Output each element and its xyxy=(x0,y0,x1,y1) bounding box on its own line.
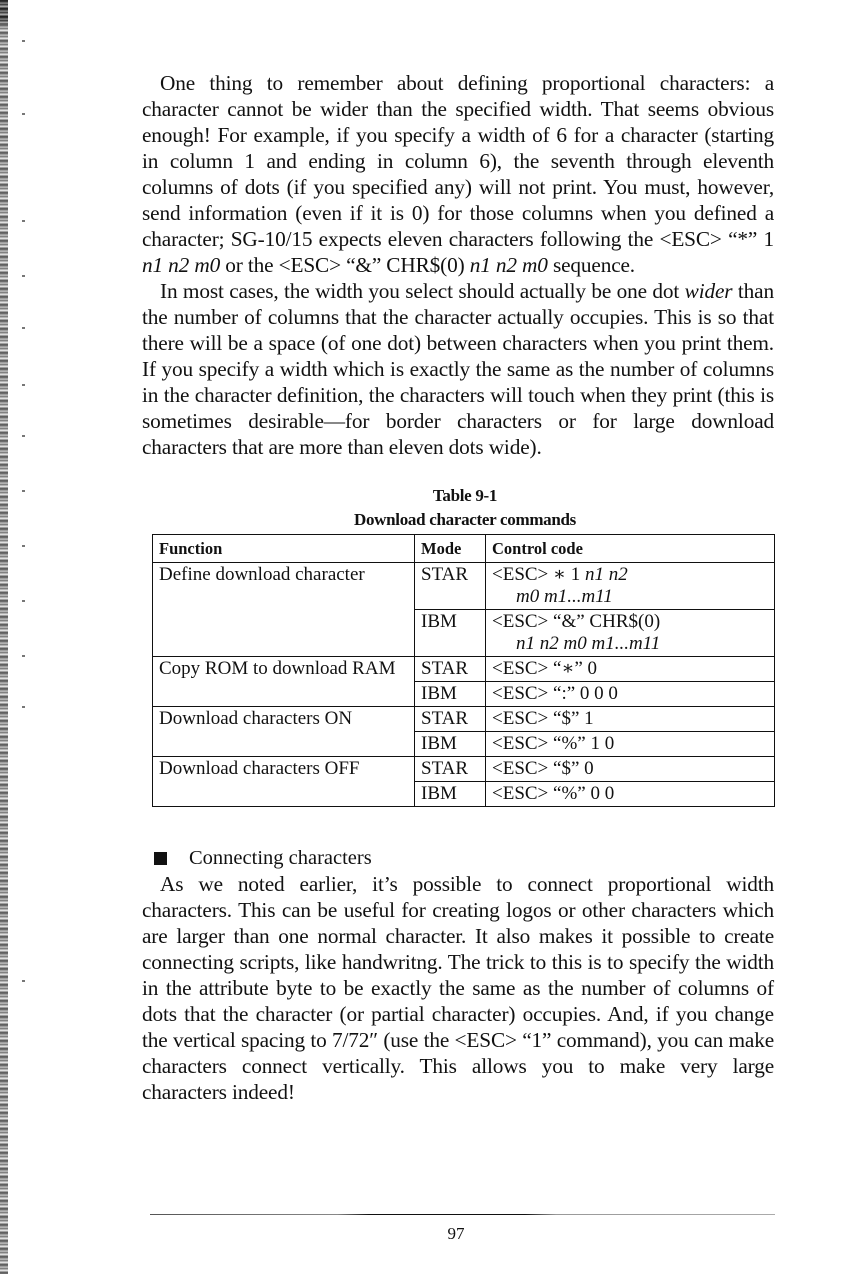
code-params: n1 n2 xyxy=(584,564,628,585)
scan-speck xyxy=(22,545,25,547)
scan-speck xyxy=(22,40,25,42)
scan-speck xyxy=(22,384,25,386)
control-code-cell: <ESC> “:” 0 0 0 xyxy=(486,682,775,707)
function-cell: Download characters OFF xyxy=(153,757,415,807)
code-text: <ESC> ∗ 1 xyxy=(492,564,585,585)
control-code-cell: <ESC> “$” 0 xyxy=(486,757,775,782)
table-caption xyxy=(142,484,774,532)
scan-speck xyxy=(22,600,25,602)
mode-cell: IBM xyxy=(415,732,486,757)
table-title: Download character commands xyxy=(353,510,576,529)
paragraph-italic-emphasis: wider xyxy=(684,279,733,303)
scan-speck xyxy=(22,655,25,657)
function-cell: Download characters ON xyxy=(153,707,415,757)
control-code-cell xyxy=(486,610,775,657)
mode-cell: STAR xyxy=(415,707,486,732)
mode-cell: IBM xyxy=(415,782,486,807)
code-continuation: m0 m1...m11 xyxy=(516,586,613,607)
control-code-cell xyxy=(486,563,775,610)
table-row xyxy=(153,757,775,782)
paragraph-italic-params: n1 n2 m0 xyxy=(142,253,221,277)
scan-speck xyxy=(22,327,25,329)
scan-speck xyxy=(22,490,25,492)
paragraph-text: sequence. xyxy=(547,253,635,277)
control-code-cell: <ESC> “∗” 0 xyxy=(486,657,775,682)
document-page xyxy=(142,70,774,1105)
code-continuation: n1 n2 m0 m1...m11 xyxy=(516,633,661,654)
paragraph-italic-params: n1 n2 m0 xyxy=(469,253,548,277)
table-header-row xyxy=(153,535,775,563)
scan-speck xyxy=(22,980,25,982)
control-code-cell: <ESC> “%” 1 0 xyxy=(486,732,775,757)
scan-speck xyxy=(22,435,25,437)
mode-cell: STAR xyxy=(415,563,486,610)
section-title: Connecting characters xyxy=(189,847,372,869)
paragraph-width-advice xyxy=(142,278,774,460)
table-row xyxy=(153,657,775,682)
table-number: Table 9-1 xyxy=(432,486,498,505)
paragraph-connecting-characters: As we noted earlier, it’s possible to connect proportional width characters. This can be useful for creating logos or other characters which are larger than one normal character. It also makes it possible to create connecting scripts, like handwritng. The trick to this is to specify the width in the attribute byte to be exactly the same as the number of columns of dots that the character (or partial character) occupies. And, if you change the vertical spacing to 7/72″ (use the <ESC> “1” command), you can make characters connect vertically. This allows you to make very large characters indeed! xyxy=(142,872,774,1104)
function-cell: Define download character xyxy=(153,563,415,657)
paragraph-text: than the number of columns that the character actually occupies. This is so that there will be a space (of one dot) between characters when you print them. If you specify a width which is exactly the same as the number of columns in the character definition, the characters will touch when they print (this is sometimes desirable—for border characters or for large download characters that are more than eleven dots wide). xyxy=(142,279,774,459)
header-mode: Mode xyxy=(415,535,486,563)
mode-cell: IBM xyxy=(415,610,486,657)
download-commands-table xyxy=(152,534,775,807)
scan-speck xyxy=(22,220,25,222)
code-text: <ESC> “&” CHR$(0) xyxy=(492,611,661,632)
table-row xyxy=(153,707,775,732)
paragraph-text: or the <ESC> “&” CHR$(0) xyxy=(220,253,470,277)
header-control-code: Control code xyxy=(486,535,775,563)
scan-edge-noise xyxy=(0,0,8,1274)
paragraph-text: In most cases, the width you select should actually be one dot xyxy=(160,279,685,303)
page-number: 97 xyxy=(447,1224,465,1243)
footer-rule xyxy=(150,1214,775,1215)
black-square-bullet-icon xyxy=(154,852,167,865)
paragraph-proportional-width xyxy=(142,70,774,278)
table-row xyxy=(153,563,775,610)
function-cell: Copy ROM to download RAM xyxy=(153,657,415,707)
scan-speck xyxy=(22,706,25,708)
control-code-cell: <ESC> “%” 0 0 xyxy=(486,782,775,807)
scan-speck xyxy=(22,113,25,115)
mode-cell: IBM xyxy=(415,682,486,707)
section-heading xyxy=(142,845,774,871)
mode-cell: STAR xyxy=(415,757,486,782)
mode-cell: STAR xyxy=(415,657,486,682)
scan-speck xyxy=(22,275,25,277)
control-code-cell: <ESC> “$” 1 xyxy=(486,707,775,732)
paragraph-text: One thing to remember about defining proportional characters: a character cannot be wider than the specified width. That seems obvious enough! For example, if you specify a width of 6 for a character (starting in column 1 and ending in column 6), the seventh through eleventh columns of dots (if you specified any) will not print. You must, however, send information (even if it is 0) for those columns when you defined a character; SG-10/15 expects eleven characters following the <ESC> “*” 1 xyxy=(142,71,774,251)
header-function: Function xyxy=(153,535,415,563)
